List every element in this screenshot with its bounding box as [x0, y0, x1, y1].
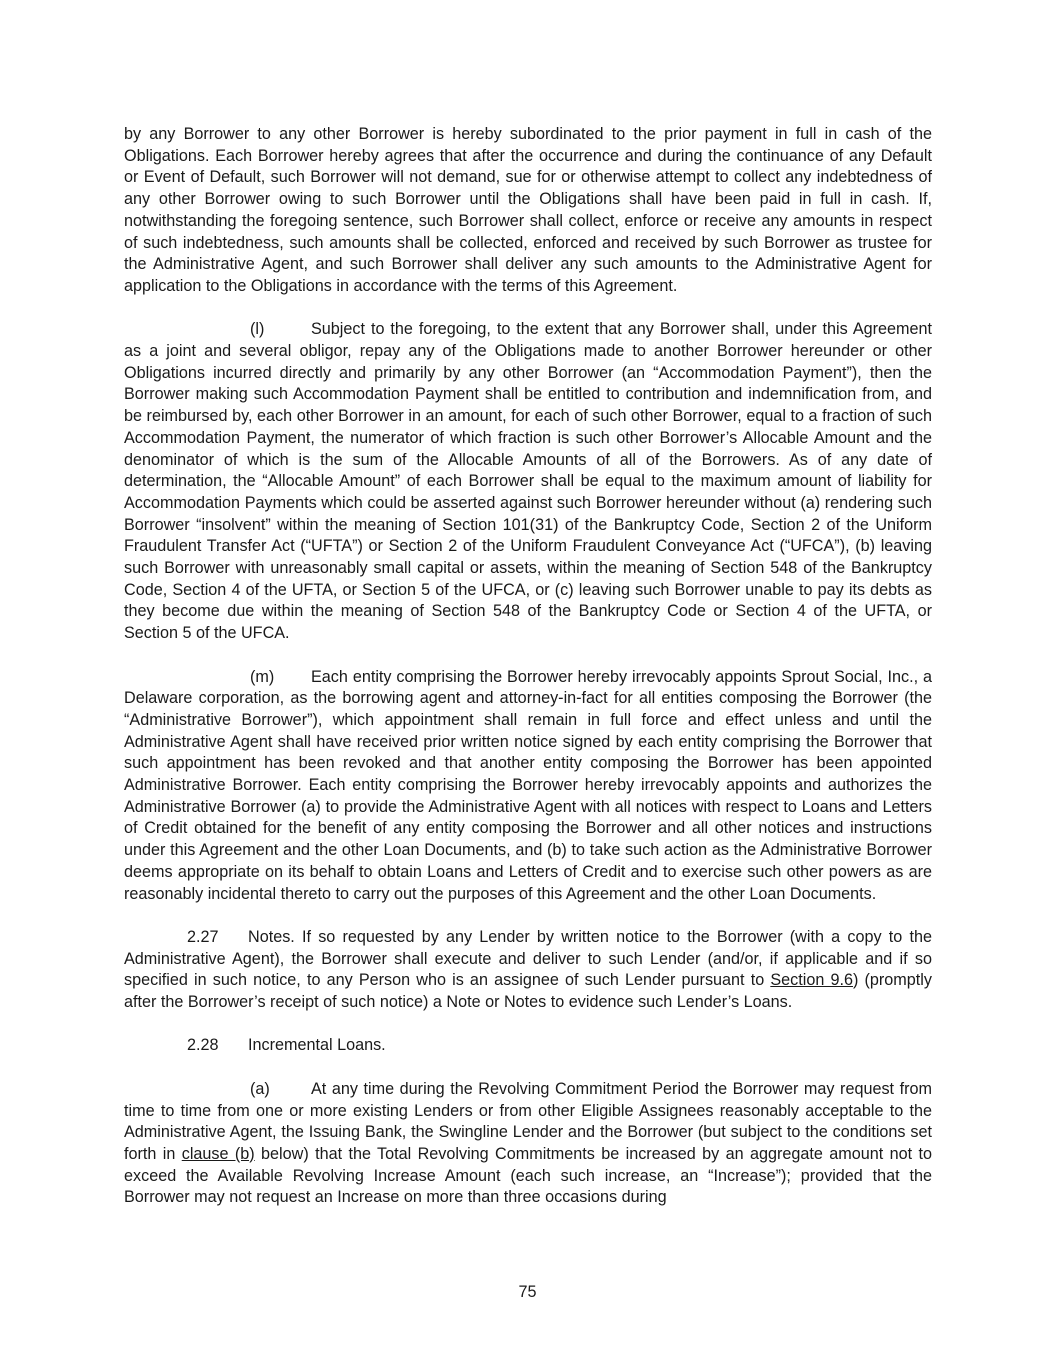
section-2-27 — [124, 927, 932, 1014]
section-2-27-text-a: Notes. If so requested by any Lender by written notice to the Borrower (with a copy to the Administrative Agent), the Borrower shall execute and deliver to such Lender (and/or, if applicable and if so specified in such notice, to any Person who is an assignee of such Lender pursuant to — [124, 927, 932, 990]
clause-a — [124, 1079, 932, 1209]
clause-m — [124, 667, 932, 906]
clause-a-text-a: At any time during the Revolving Commitment Period the Borrower may request from time to time from one or more existing Lenders or from other Eligible Assignees reasonably acceptable to the Administrative Agent, the Issuing Bank, the Swingline Lender and the Borrower (but subject to the conditions set forth in — [124, 1079, 932, 1163]
clause-l-label: (l) — [250, 320, 265, 339]
section-2-28-heading — [124, 1035, 932, 1057]
section-2-27-text-b: ) (promptly after the Borrower’s receipt of such notice) a Note or Notes to evidence such Lender’s Loans. — [124, 971, 932, 1012]
document-page — [124, 124, 932, 1209]
paragraph-subordination: by any Borrower to any other Borrower is hereby subordinated to the prior payment in full in cash of the Obligations. Each Borrower hereby agrees that after the occurrence and during the continuance of any Default or Event of Default, such Borrower will not demand, sue for or otherwise attempt to collect any indebtedness of any other Borrower owing to such Borrower until the Obligations shall have been paid in full in cash. If, notwithstanding the foregoing sentence, such Borrower shall collect, enforce or receive any amounts in respect of such indebtedness, such amounts shall be collected, enforced and received by such Borrower as trustee for the Administrative Agent, and such Borrower shall deliver any such amounts to the Administrative Agent for application to the Obligations in accordance with the terms of this Agreement. — [124, 125, 932, 295]
section-2-27-number: 2.27 — [187, 927, 219, 946]
clause-b-link[interactable]: clause (b) — [181, 1144, 255, 1163]
section-2-28-number: 2.28 — [187, 1036, 219, 1055]
clause-a-label: (a) — [250, 1079, 270, 1098]
section-2-28-title: Incremental Loans. — [248, 1036, 386, 1055]
section-9-6-link[interactable]: Section 9.6 — [770, 971, 853, 990]
clause-m-text: Each entity comprising the Borrower hereby irrevocably appoints Sprout Social, Inc., a Delaware corporation, as the borrowing agent and attorney-in-fact for all entities composing the Borrower (the “Administrative Borrower”), which appointment shall remain in full force and effect unless and until the Administrative Agent shall have received prior written notice signed by each entity comprising the Borrower that such appointment has been revoked and that another entity composing the Borrower has been appointed Administrative Borrower. Each entity comprising the Borrower hereby irrevocably appoints and authorizes the Administrative Borrower (a) to provide the Administrative Agent with all notices with respect to Loans and Letters of Credit obtained for the benefit of any entity composing the Borrower and all other notices and instructions under this Agreement and the other Loan Documents, and (b) to take such action as the Administrative Borrower deems appropriate on its behalf to obtain Loans and Letters of Credit and to exercise such other powers as are reasonably incidental thereto to carry out the purposes of this Agreement and the other Loan Documents. — [124, 667, 932, 903]
page-number: 75 — [518, 1283, 537, 1301]
clause-m-label: (m) — [250, 667, 275, 686]
clause-l — [124, 319, 932, 645]
clause-l-text: Subject to the foregoing, to the extent that any Borrower shall, under this Agreement as a joint and several obligor, repay any of the Obligations made to another Borrower hereunder or other Obligations incurred directly and primarily by any other Borrower (an “Accommodation Payment”), then the Borrower making such Accommodation Payment shall be entitled to contribution and indemnification from, and be reimbursed by, each other Borrower in an amount, for each of such other Borrower, equal to a fraction of such Accommodation Payment, the numerator of which fraction is such other Borrower’s Allocable Amount and the denominator of which is the sum of the Allocable Amounts of all of the Borrowers. As of any date of determination, the “Allocable Amount” of each Borrower shall be equal to the maximum amount of liability for Accommodation Payments which could be asserted against such Borrower hereunder without (a) rendering such Borrower “insolvent” within the meaning of Section 101(31) of the Bankruptcy Code, Section 2 of the Uniform Fraudulent Transfer Act (“UFTA”) or Section 2 of the Uniform Fraudulent Conveyance Act (“UFCA”), (b) leaving such Borrower with unreasonably small capital or assets, within the meaning of Section 548 of the Bankruptcy Code, Section 4 of the UFTA, or Section 5 of the UFCA, or (c) leaving such Borrower unable to pay its debts as they become due within the meaning of Section 548 of the Bankruptcy Code or Section 4 of the UFTA, or Section 5 of the UFCA. — [124, 320, 932, 643]
clause-a-text-b: below) that the Total Revolving Commitments be increased by an aggregate amount not to exceed the Available Revolving Increase Amount (each such increase, an “Increase”); provided that the Borrower may not request an Increase on more than three occasions during — [124, 1144, 933, 1207]
